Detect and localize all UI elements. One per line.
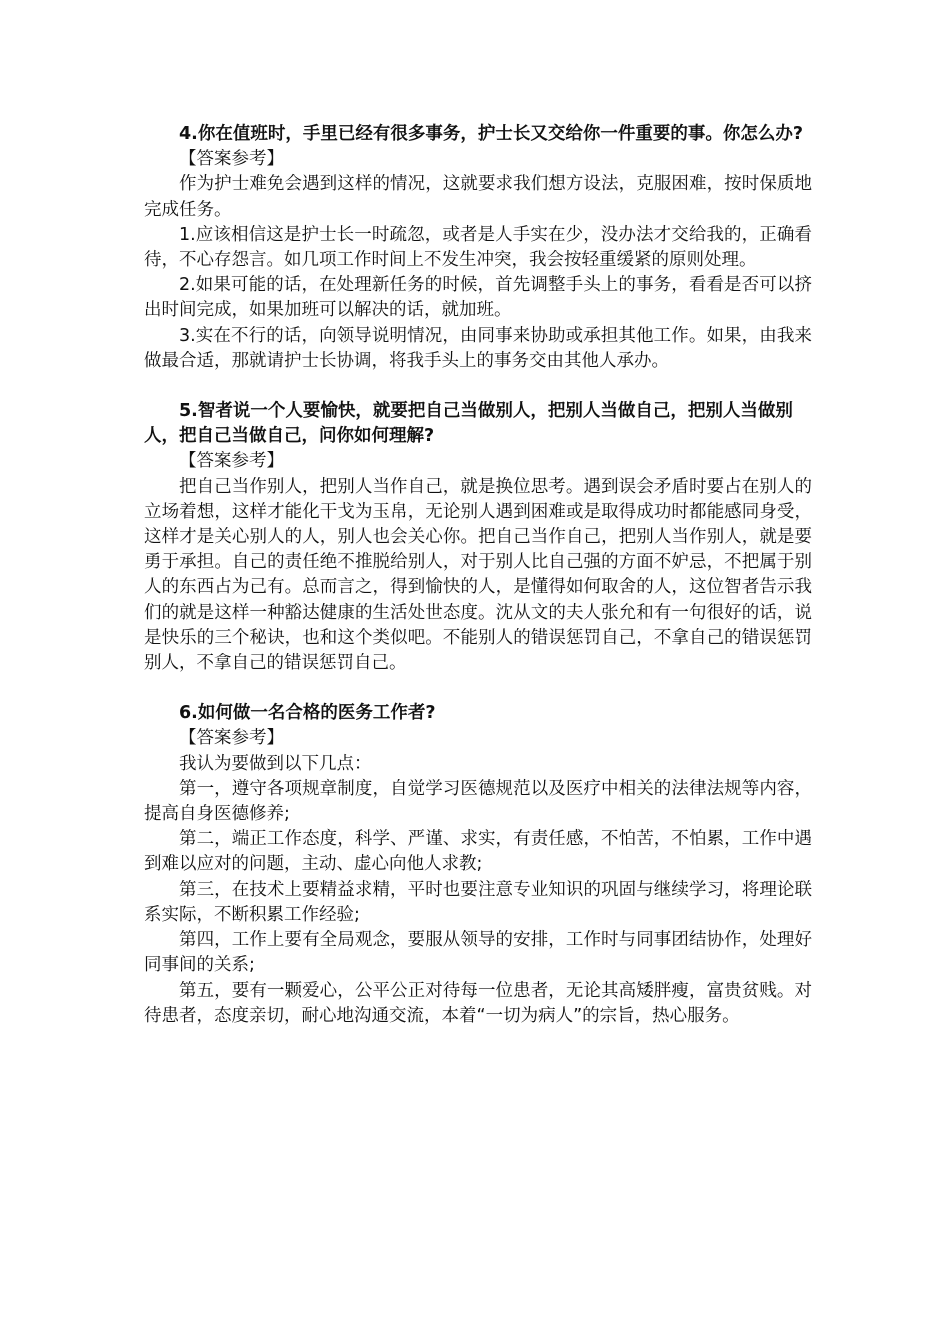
answer-paragraph: 把自己当作别人，把别人当作自己，就是换位思考。遇到误会矛盾时要占在别人的立场着想，这样才能化干戈为玉帛，无论别人遇到困难或是取得成功时都能感同身受，这样才是关心别人的人，别人也会关心你。把自己当作自己，把别人当作别人，就是要勇于承担。自己的责任绝不推脱给别人，对于别人比自己强的方面不妒忌，不把属于别人的东西占为己有。总而言之，得到愉快的人，是懂得如何取舍的人，这位智者告示我们的就是这样一种豁达健康的生活处世态度。沈从文的夫人张允和有一句很好的话，说是快乐的三个秘诀，也和这个类似吧。不能别人的错误惩罚自己，不拿自己的错误惩罚别人，不拿自己的错误惩罚自己。 (144, 476, 812, 674)
question-section-5 (144, 399, 812, 676)
answer-paragraph: 作为护士难免会遇到这样的情况，这就要求我们想方设法，克服困难，按时保质地完成任务。 (144, 174, 812, 220)
question-section-6 (144, 701, 812, 1029)
question-heading: 6.如何做一名合格的医务工作者? (179, 703, 436, 724)
answer-paragraph: 第二，端正工作态度，科学、严谨、求实，有责任感，不怕苦，不怕累，工作中遇到难以应对的问题，主动、虚心向他人求教; (144, 829, 812, 875)
document-page (144, 122, 812, 1054)
answer-paragraph: 第一，遵守各项规章制度，自觉学习医德规范以及医疗中相关的法律法规等内容，提高自身医德修养; (144, 778, 812, 825)
answer-paragraph: 第五，要有一颗爱心，公平公正对待每一位患者，无论其高矮胖瘦，富贵贫贱。对待患者，态度亲切，耐心地沟通交流，本着“一切为病人”的宗旨，热心服务。 (144, 980, 812, 1026)
question-section-4 (144, 122, 812, 374)
answer-reference-label: 【答案参考】 (179, 728, 284, 749)
answer-paragraph: 第四，工作上要有全局观念，要服从领导的安排，工作时与同事团结协作，处理好同事间的关系; (144, 930, 812, 976)
question-heading: 5.智者说一个人要愉快，就要把自己当做别人，把别人当做自己，把别人当做别人，把自己当做自己，问你如何理解? (144, 401, 793, 447)
answer-paragraph: 我认为要做到以下几点： (179, 753, 372, 774)
answer-paragraph: 1.应该相信这是护士长一时疏忽，或者是人手实在少，没办法才交给我的，正确看待，不心存怨言。如几项工作时间上不发生冲突，我会按轻重缓紧的原则处理。 (144, 224, 812, 271)
question-heading: 4.你在值班时，手里已经有很多事务，护士长又交给你一件重要的事。你怎么办? (179, 124, 803, 144)
answer-paragraph: 3.实在不行的话，向领导说明情况，由同事来协助或承担其他工作。如果，由我来做最合适，那就请护士长协调，将我手头上的事务交由其他人承办。 (144, 325, 812, 371)
answer-paragraph: 第三，在技术上要精益求精，平时也要注意专业知识的巩固与继续学习，将理论联系实际，不断积累工作经验; (144, 879, 812, 925)
answer-reference-label: 【答案参考】 (179, 149, 284, 170)
answer-paragraph: 2.如果可能的话，在处理新任务的时候，首先调整手头上的事务，看看是否可以挤出时间完成，如果加班可以解决的话，就加班。 (144, 275, 812, 321)
answer-reference-label: 【答案参考】 (179, 451, 284, 472)
